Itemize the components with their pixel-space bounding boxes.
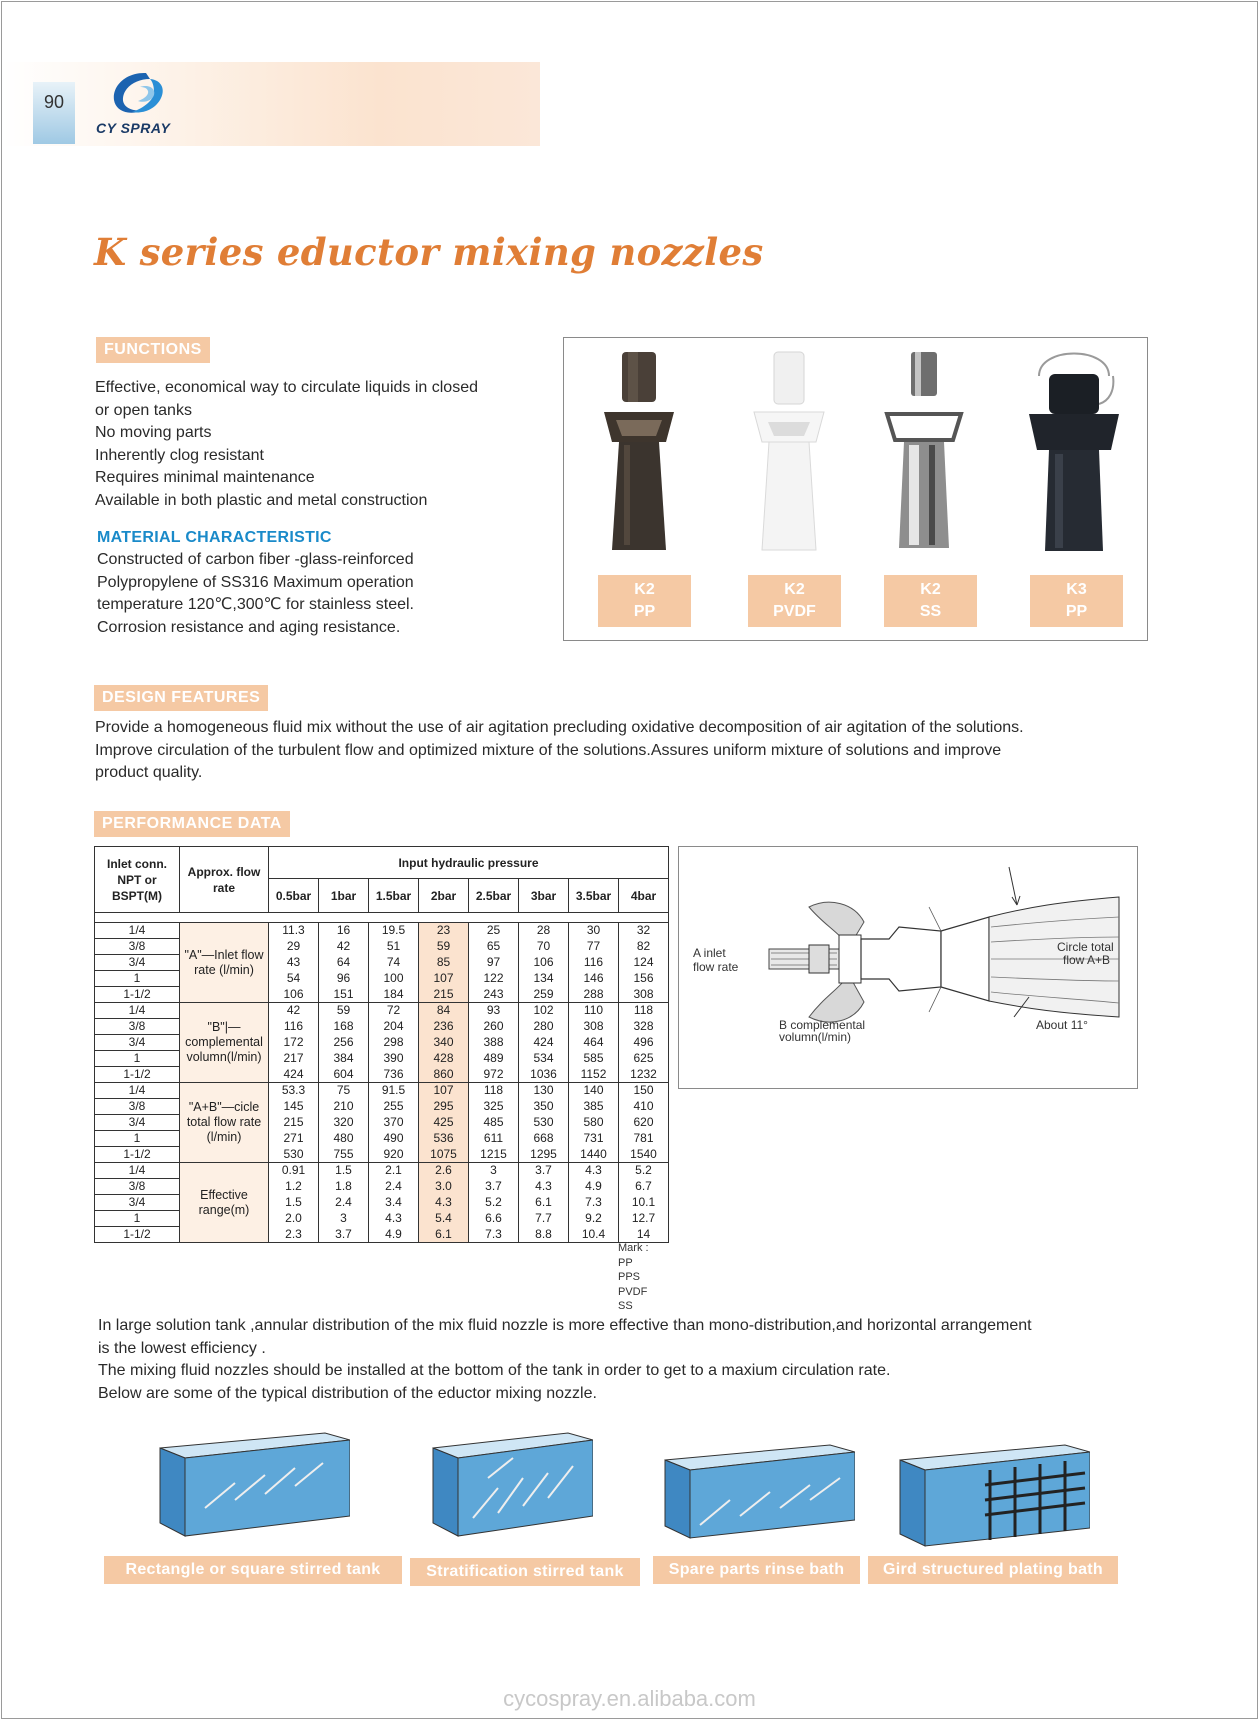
value-cell: 1440: [569, 1147, 619, 1163]
distribution-text: [98, 1315, 1032, 1405]
value-cell: 4.3: [419, 1195, 469, 1211]
tank-label: Stratification stirred tank: [410, 1558, 640, 1586]
value-cell: 3.4: [369, 1195, 419, 1211]
value-cell: 11.3: [269, 923, 319, 939]
value-cell: 134: [519, 971, 569, 987]
value-cell: 320: [319, 1115, 369, 1131]
value-cell: 102: [519, 1003, 569, 1019]
conn-cell: 1: [95, 1211, 180, 1227]
tank-label: Gird structured plating bath: [868, 1556, 1118, 1584]
value-cell: 496: [619, 1035, 669, 1051]
value-cell: 755: [319, 1147, 369, 1163]
value-cell: 1.5: [319, 1163, 369, 1179]
value-cell: 7.3: [469, 1227, 519, 1243]
conn-cell: 1/4: [95, 1003, 180, 1019]
value-cell: 384: [319, 1051, 369, 1067]
group-label-line: "A+B"—cicle: [188, 1100, 260, 1114]
value-cell: 920: [369, 1147, 419, 1163]
value-cell: 10.4: [569, 1227, 619, 1243]
value-cell: 271: [269, 1131, 319, 1147]
design-line: product quality.: [95, 764, 203, 781]
group-label-line: complemental: [185, 1035, 263, 1049]
design-features-text: [95, 717, 1024, 785]
header-band: [2, 62, 540, 146]
conn-cell: 3/4: [95, 1115, 180, 1131]
value-cell: 3.0: [419, 1179, 469, 1195]
value-cell: 172: [269, 1035, 319, 1051]
value-cell: 4.3: [369, 1211, 419, 1227]
conn-cell: 1: [95, 1131, 180, 1147]
value-cell: 75: [319, 1083, 369, 1099]
group-label-cell: [180, 1083, 269, 1163]
tank-label: Rectangle or square stirred tank: [104, 1556, 402, 1584]
grid-plating-bath-illustration: [895, 1440, 1090, 1548]
value-cell: 243: [469, 987, 519, 1003]
distribution-line: Below are some of the typical distribution of the eductor mixing nozzle.: [98, 1384, 597, 1402]
value-cell: 100: [369, 971, 419, 987]
value-cell: 14: [619, 1227, 669, 1243]
value-cell: 29: [269, 939, 319, 955]
value-cell: 215: [269, 1115, 319, 1131]
product-material: PP: [1065, 603, 1088, 620]
table-row: [95, 923, 669, 939]
value-cell: 424: [519, 1035, 569, 1051]
product-label: [1030, 575, 1123, 627]
value-cell: 288: [569, 987, 619, 1003]
material-heading: MATERIAL CHARACTERISTIC: [97, 529, 332, 546]
functions-line: Available in both plastic and metal construction: [95, 491, 428, 509]
cy-spray-logo-icon: [106, 70, 172, 120]
value-cell: 97: [469, 955, 519, 971]
value-cell: 620: [619, 1115, 669, 1131]
stratification-tank-illustration: [428, 1428, 593, 1538]
value-cell: 124: [619, 955, 669, 971]
conn-cell: 1-1/2: [95, 1227, 180, 1243]
value-cell: 385: [569, 1099, 619, 1115]
value-cell: 25: [469, 923, 519, 939]
value-cell: 1.2: [269, 1179, 319, 1195]
product-model: K2: [920, 581, 941, 598]
value-cell: 625: [619, 1051, 669, 1067]
value-cell: 96: [319, 971, 369, 987]
pressure-col: 2bar: [419, 879, 469, 913]
value-cell: 217: [269, 1051, 319, 1067]
value-cell: 107: [419, 1083, 469, 1099]
value-cell: 731: [569, 1131, 619, 1147]
table-row: [95, 1003, 669, 1019]
pressure-header: Input hydraulic pressure: [269, 847, 669, 879]
value-cell: 580: [569, 1115, 619, 1131]
value-cell: 28: [519, 923, 569, 939]
product-gallery: [563, 337, 1148, 641]
distribution-line: The mixing fluid nozzles should be installed at the bottom of the tank in order to get to a maxium circulation rate.: [98, 1362, 891, 1379]
value-cell: 611: [469, 1131, 519, 1147]
value-cell: 490: [369, 1131, 419, 1147]
value-cell: 2.1: [369, 1163, 419, 1179]
page-number: 90: [43, 92, 65, 112]
value-cell: 151: [319, 987, 369, 1003]
functions-tag: FUNCTIONS: [96, 337, 210, 363]
value-cell: 7.7: [519, 1211, 569, 1227]
table-row: [95, 1163, 669, 1179]
group-label-line: rate (l/min): [194, 962, 254, 977]
value-cell: 2.6: [419, 1163, 469, 1179]
value-cell: 668: [519, 1131, 569, 1147]
group-label-line: (l/min): [206, 1130, 242, 1144]
product-label: [598, 575, 691, 627]
value-cell: 106: [269, 987, 319, 1003]
value-cell: 8.8: [519, 1227, 569, 1243]
value-cell: 428: [419, 1051, 469, 1067]
value-cell: 325: [469, 1099, 519, 1115]
tank-label: Spare parts rinse bath: [653, 1556, 860, 1584]
flow-diagram: [678, 846, 1138, 1089]
value-cell: 255: [369, 1099, 419, 1115]
conn-cell: 3/4: [95, 1195, 180, 1211]
value-cell: 23: [419, 923, 469, 939]
design-line: Provide a homogeneous fluid mix without the use of air agitation precluding oxidative decomposition of air agitation of the solutions.: [95, 719, 1024, 736]
group-label-line: Effective: [200, 1187, 248, 1202]
value-cell: 308: [569, 1019, 619, 1035]
value-cell: 604: [319, 1067, 369, 1083]
value-cell: 424: [269, 1067, 319, 1083]
value-cell: 215: [419, 987, 469, 1003]
value-cell: 156: [619, 971, 669, 987]
mark-line: PP: [618, 1256, 633, 1269]
group-label-cell: [180, 1163, 269, 1243]
product-model: K2: [784, 581, 805, 598]
value-cell: 388: [469, 1035, 519, 1051]
value-cell: 51: [369, 939, 419, 955]
value-cell: 4.3: [569, 1163, 619, 1179]
value-cell: 59: [419, 939, 469, 955]
material-line: Corrosion resistance and aging resistance.: [97, 618, 401, 636]
value-cell: 12.7: [619, 1211, 669, 1227]
value-cell: 6.6: [469, 1211, 519, 1227]
value-cell: 85: [419, 955, 469, 971]
value-cell: 1540: [619, 1147, 669, 1163]
conn-cell: 3/4: [95, 1035, 180, 1051]
value-cell: 4.9: [569, 1179, 619, 1195]
value-cell: 59: [319, 1003, 369, 1019]
value-cell: 2.4: [319, 1195, 369, 1211]
pressure-col: 1.5bar: [369, 879, 419, 913]
product-model: K3: [1066, 581, 1087, 598]
value-cell: 328: [619, 1019, 669, 1035]
product-label: [884, 575, 977, 627]
value-cell: 1232: [619, 1067, 669, 1083]
functions-line: or open tanks: [95, 401, 192, 419]
value-cell: 150: [619, 1083, 669, 1099]
conn-cell: 1: [95, 1051, 180, 1067]
value-cell: 70: [519, 939, 569, 955]
value-cell: 480: [319, 1131, 369, 1147]
value-cell: 3: [469, 1163, 519, 1179]
value-cell: 82: [619, 939, 669, 955]
diagram-angle-label: About 11°: [1036, 1018, 1088, 1032]
value-cell: 1.5: [269, 1195, 319, 1211]
value-cell: 1152: [569, 1067, 619, 1083]
value-cell: 64: [319, 955, 369, 971]
value-cell: 107: [419, 971, 469, 987]
functions-line: Requires minimal maintenance: [95, 469, 315, 486]
distribution-line: In large solution tank ,annular distribution of the mix fluid nozzle is more effective than mono-distribution,and horizontal arrangement: [98, 1317, 1032, 1334]
material-list: [97, 549, 414, 639]
value-cell: 42: [319, 939, 369, 955]
conn-cell: 1: [95, 971, 180, 987]
value-cell: 210: [319, 1099, 369, 1115]
conn-cell: 3/4: [95, 955, 180, 971]
value-cell: 116: [269, 1019, 319, 1035]
value-cell: 530: [519, 1115, 569, 1131]
value-cell: 256: [319, 1035, 369, 1051]
value-cell: 5.4: [419, 1211, 469, 1227]
value-cell: 536: [419, 1131, 469, 1147]
footer-url: cycospray.en.alibaba.com: [503, 1686, 756, 1711]
pressure-col: 4bar: [619, 879, 669, 913]
material-line: Constructed of carbon fiber -glass-reinforced: [97, 551, 414, 568]
mark-line: PPS: [618, 1271, 641, 1283]
conn-cell: 1-1/2: [95, 987, 180, 1003]
value-cell: 1215: [469, 1147, 519, 1163]
value-cell: 54: [269, 971, 319, 987]
product-model: K2: [634, 581, 655, 598]
group-label-line: volumn(l/min): [186, 1050, 262, 1064]
value-cell: 6.1: [519, 1195, 569, 1211]
value-cell: 370: [369, 1115, 419, 1131]
value-cell: 260: [469, 1019, 519, 1035]
value-cell: 3.7: [469, 1179, 519, 1195]
value-cell: 340: [419, 1035, 469, 1051]
value-cell: 74: [369, 955, 419, 971]
value-cell: 65: [469, 939, 519, 955]
material-line: Polypropylene of SS316 Maximum operation: [97, 573, 414, 591]
conn-cell: 1-1/2: [95, 1067, 180, 1083]
product-material: SS: [919, 603, 942, 620]
conn-cell: 1/4: [95, 923, 180, 939]
value-cell: 464: [569, 1035, 619, 1051]
value-cell: 53.3: [269, 1083, 319, 1099]
logo-text: CY SPRAY: [96, 120, 171, 136]
pressure-col: 3.5bar: [569, 879, 619, 913]
value-cell: 2.4: [369, 1179, 419, 1195]
page-title: K series eductor mixing nozzles: [94, 230, 764, 274]
value-cell: 534: [519, 1051, 569, 1067]
product-material: PVDF: [773, 603, 816, 620]
value-cell: 42: [269, 1003, 319, 1019]
conn-cell: 3/8: [95, 1179, 180, 1195]
group-label-line: range(m): [198, 1202, 250, 1217]
pressure-col: 1bar: [319, 879, 369, 913]
pressure-col: 0.5bar: [269, 879, 319, 913]
value-cell: 295: [419, 1099, 469, 1115]
eductor-flow-diagram: [679, 847, 1139, 1090]
value-cell: 489: [469, 1051, 519, 1067]
value-cell: 204: [369, 1019, 419, 1035]
value-cell: 110: [569, 1003, 619, 1019]
value-cell: 0.91: [269, 1163, 319, 1179]
value-cell: 4.9: [369, 1227, 419, 1243]
value-cell: 130: [519, 1083, 569, 1099]
mark-line: Mark :: [618, 1242, 649, 1254]
value-cell: 106: [519, 955, 569, 971]
performance-data-tag: PERFORMANCE DATA: [94, 811, 290, 837]
mark-line: SS: [618, 1300, 633, 1312]
flow-header: Approx. flow rate: [180, 847, 269, 913]
value-cell: 7.3: [569, 1195, 619, 1211]
material-line: temperature 120℃,300℃ for stainless steel.: [97, 596, 414, 613]
conn-cell: 3/8: [95, 1019, 180, 1035]
value-cell: 3.7: [319, 1227, 369, 1243]
group-label-line: total flow rate: [186, 1115, 262, 1129]
group-label-line: "B"|—: [207, 1020, 241, 1034]
value-cell: 146: [569, 971, 619, 987]
conn-cell: 1-1/2: [95, 1147, 180, 1163]
conn-cell: 3/8: [95, 939, 180, 955]
value-cell: 168: [319, 1019, 369, 1035]
value-cell: 485: [469, 1115, 519, 1131]
value-cell: 585: [569, 1051, 619, 1067]
spare-parts-bath-illustration: [660, 1440, 855, 1540]
pressure-col: 3bar: [519, 879, 569, 913]
value-cell: 4.3: [519, 1179, 569, 1195]
value-cell: 6.1: [419, 1227, 469, 1243]
conn-cell: 3/8: [95, 1099, 180, 1115]
value-cell: 116: [569, 955, 619, 971]
value-cell: 2.0: [269, 1211, 319, 1227]
value-cell: 43: [269, 955, 319, 971]
value-cell: 6.7: [619, 1179, 669, 1195]
conn-header: Inlet conn. NPT or BSPT(M): [95, 847, 180, 913]
value-cell: 425: [419, 1115, 469, 1131]
material-marks: [618, 1241, 649, 1314]
value-cell: 10.1: [619, 1195, 669, 1211]
performance-table-body: [95, 923, 669, 1243]
value-cell: 236: [419, 1019, 469, 1035]
diagram-total-label: Circle total flow A+B: [1057, 940, 1114, 967]
value-cell: 3: [319, 1211, 369, 1227]
conn-cell: 1/4: [95, 1163, 180, 1179]
value-cell: 2.3: [269, 1227, 319, 1243]
value-cell: 30: [569, 923, 619, 939]
value-cell: 118: [469, 1083, 519, 1099]
performance-table: [94, 846, 669, 1243]
value-cell: 32: [619, 923, 669, 939]
design-features-tag: DESIGN FEATURES: [94, 685, 268, 711]
value-cell: 259: [519, 987, 569, 1003]
value-cell: 3.7: [519, 1163, 569, 1179]
functions-line: Effective, economical way to circulate liquids in closed: [95, 379, 478, 396]
product-label: [748, 575, 841, 627]
functions-line: Inherently clog resistant: [95, 446, 264, 464]
value-cell: 91.5: [369, 1083, 419, 1099]
design-line: Improve circulation of the turbulent flow and optimized mixture of the solutions.Assures uniform mixture of solutions and improve: [95, 741, 1002, 759]
value-cell: 77: [569, 939, 619, 955]
value-cell: 350: [519, 1099, 569, 1115]
value-cell: 9.2: [569, 1211, 619, 1227]
pressure-col: 2.5bar: [469, 879, 519, 913]
diagram-complemental-label: B complemental volumn(l/min): [779, 1018, 866, 1044]
value-cell: 1036: [519, 1067, 569, 1083]
k2-pp-nozzle-image: [594, 350, 684, 560]
group-label-line: "A"—Inlet flow: [184, 947, 264, 962]
value-cell: 860: [419, 1067, 469, 1083]
value-cell: 19.5: [369, 923, 419, 939]
value-cell: 140: [569, 1083, 619, 1099]
mark-line: PVDF: [618, 1285, 648, 1298]
table-row: [95, 1083, 669, 1099]
value-cell: 410: [619, 1099, 669, 1115]
k2-pvdf-nozzle-image: [744, 350, 834, 560]
value-cell: 308: [619, 987, 669, 1003]
value-cell: 84: [419, 1003, 469, 1019]
value-cell: 280: [519, 1019, 569, 1035]
conn-cell: 1/4: [95, 1083, 180, 1099]
value-cell: 972: [469, 1067, 519, 1083]
value-cell: 390: [369, 1051, 419, 1067]
functions-line: No moving parts: [95, 424, 212, 441]
value-cell: 122: [469, 971, 519, 987]
functions-list: [95, 377, 478, 512]
k3-pp-nozzle-image: [1019, 346, 1129, 561]
value-cell: 298: [369, 1035, 419, 1051]
value-cell: 1075: [419, 1147, 469, 1163]
value-cell: 93: [469, 1003, 519, 1019]
product-material: PP: [633, 603, 656, 620]
value-cell: 5.2: [619, 1163, 669, 1179]
value-cell: 5.2: [469, 1195, 519, 1211]
value-cell: 781: [619, 1131, 669, 1147]
group-label-cell: [180, 923, 269, 1003]
value-cell: 72: [369, 1003, 419, 1019]
value-cell: 145: [269, 1099, 319, 1115]
value-cell: 1295: [519, 1147, 569, 1163]
value-cell: 118: [619, 1003, 669, 1019]
k2-ss-nozzle-image: [879, 350, 969, 560]
value-cell: 1.8: [319, 1179, 369, 1195]
value-cell: 736: [369, 1067, 419, 1083]
group-label-cell: [180, 1003, 269, 1083]
value-cell: 16: [319, 923, 369, 939]
diagram-inlet-label: A inlet flow rate: [693, 946, 739, 974]
rectangle-tank-illustration: [155, 1428, 350, 1538]
value-cell: 530: [269, 1147, 319, 1163]
distribution-line: is the lowest efficiency .: [98, 1339, 266, 1357]
value-cell: 184: [369, 987, 419, 1003]
